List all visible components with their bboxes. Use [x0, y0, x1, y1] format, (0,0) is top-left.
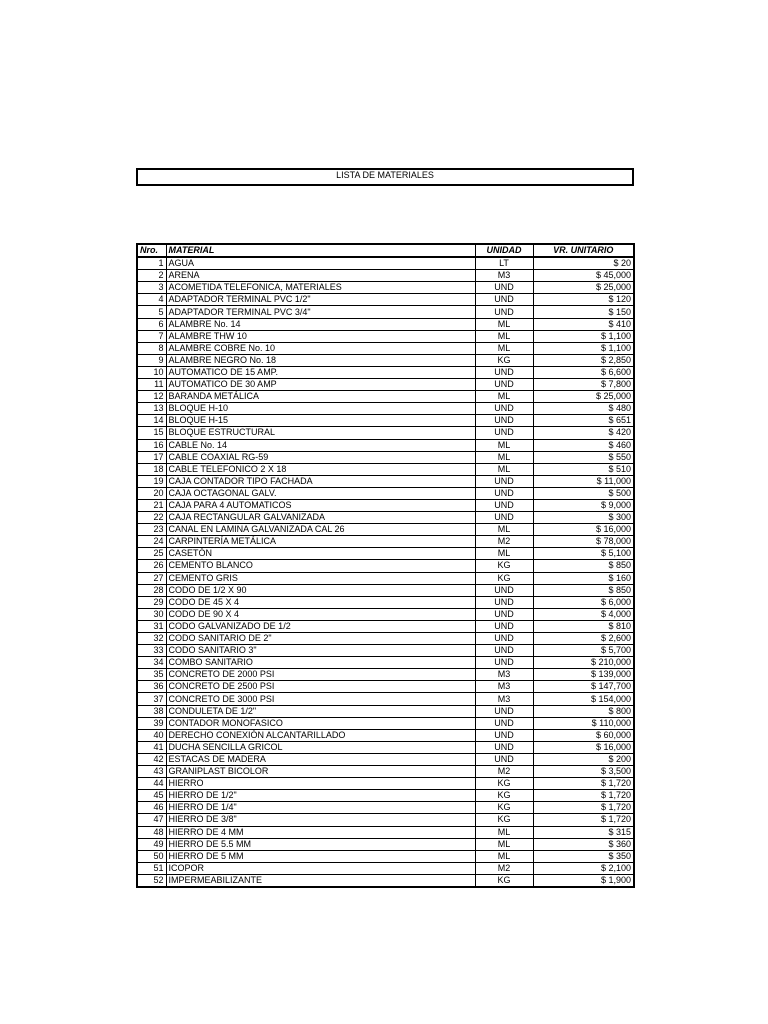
row-number: 12	[137, 391, 166, 403]
header-nro: Nro.	[137, 244, 166, 257]
row-number: 36	[137, 681, 166, 693]
document-title: LISTA DE MATERIALES	[136, 168, 634, 186]
table-row	[137, 379, 634, 391]
row-unit-price: $ 20	[533, 257, 634, 270]
row-material: BLOQUE H-15	[166, 415, 475, 427]
row-number: 11	[137, 379, 166, 391]
table-row	[137, 427, 634, 439]
table-row	[137, 318, 634, 330]
row-material: ALAMBRE NEGRO No. 18	[166, 354, 475, 366]
row-unit-price: $ 9,000	[533, 499, 634, 511]
row-material: ESTACAS DE MADERA	[166, 753, 475, 765]
row-number: 51	[137, 862, 166, 874]
row-unit-price: $ 1,720	[533, 790, 634, 802]
row-unit: UND	[475, 657, 533, 669]
row-unit-price: $ 120	[533, 294, 634, 306]
row-unit: UND	[475, 366, 533, 378]
row-unit: KG	[475, 778, 533, 790]
row-unit-price: $ 850	[533, 584, 634, 596]
row-number: 45	[137, 790, 166, 802]
row-unit: UND	[475, 620, 533, 632]
row-material: AUTOMATICO DE 15 AMP.	[166, 366, 475, 378]
row-unit-price: $ 350	[533, 850, 634, 862]
row-material: HIERRO DE 1/4"	[166, 802, 475, 814]
row-unit: M2	[475, 862, 533, 874]
table-row	[137, 584, 634, 596]
row-unit-price: $ 78,000	[533, 536, 634, 548]
row-unit: UND	[475, 645, 533, 657]
row-material: CODO DE 1/2 X 90	[166, 584, 475, 596]
row-unit: KG	[475, 802, 533, 814]
row-material: ALAMBRE THW 10	[166, 330, 475, 342]
row-unit-price: $ 1,720	[533, 802, 634, 814]
row-material: ALAMBRE No. 14	[166, 318, 475, 330]
table-row	[137, 342, 634, 354]
table-row	[137, 814, 634, 826]
row-material: IMPERMEABILIZANTE	[166, 874, 475, 887]
row-material: HIERRO DE 1/2"	[166, 790, 475, 802]
row-material: ADAPTADOR TERMINAL PVC 1/2"	[166, 294, 475, 306]
materials-table	[136, 243, 635, 888]
row-unit-price: $ 16,000	[533, 524, 634, 536]
row-material: HIERRO DE 3/8"	[166, 814, 475, 826]
table-row	[137, 560, 634, 572]
row-material: CANAL EN LAMINA GALVANIZADA CAL 26	[166, 524, 475, 536]
row-unit: UND	[475, 294, 533, 306]
row-number: 47	[137, 814, 166, 826]
row-number: 8	[137, 342, 166, 354]
row-unit: KG	[475, 560, 533, 572]
table-row	[137, 729, 634, 741]
row-unit: ML	[475, 524, 533, 536]
row-unit-price: $ 60,000	[533, 729, 634, 741]
row-unit-price: $ 4,000	[533, 608, 634, 620]
table-row	[137, 705, 634, 717]
row-unit: ML	[475, 850, 533, 862]
row-unit: ML	[475, 318, 533, 330]
row-material: BLOQUE ESTRUCTURAL	[166, 427, 475, 439]
row-unit-price: $ 25,000	[533, 391, 634, 403]
row-unit: ML	[475, 548, 533, 560]
row-number: 16	[137, 439, 166, 451]
table-row	[137, 294, 634, 306]
row-material: CONTADOR MONOFASICO	[166, 717, 475, 729]
table-row	[137, 681, 634, 693]
row-unit: ML	[475, 451, 533, 463]
table-body	[137, 257, 634, 887]
table-row	[137, 633, 634, 645]
row-material: CEMENTO GRIS	[166, 572, 475, 584]
row-unit-price: $ 480	[533, 403, 634, 415]
table-row	[137, 657, 634, 669]
row-number: 5	[137, 306, 166, 318]
row-unit-price: $ 2,600	[533, 633, 634, 645]
row-number: 48	[137, 826, 166, 838]
row-number: 1	[137, 257, 166, 270]
row-material: ACOMETIDA TELEFONICA, MATERIALES	[166, 282, 475, 294]
row-material: HIERRO DE 5.5 MM	[166, 838, 475, 850]
table-row	[137, 391, 634, 403]
row-material: CASETÓN	[166, 548, 475, 560]
row-unit: KG	[475, 874, 533, 887]
row-unit-price: $ 6,600	[533, 366, 634, 378]
header-material: MATERIAL	[166, 244, 475, 257]
row-unit-price: $ 200	[533, 753, 634, 765]
row-unit: M2	[475, 536, 533, 548]
row-number: 26	[137, 560, 166, 572]
row-number: 6	[137, 318, 166, 330]
row-unit-price: $ 150	[533, 306, 634, 318]
row-unit: UND	[475, 741, 533, 753]
table-row	[137, 753, 634, 765]
row-number: 2	[137, 270, 166, 282]
row-material: CABLE No. 14	[166, 439, 475, 451]
row-unit-price: $ 110,000	[533, 717, 634, 729]
row-unit: ML	[475, 330, 533, 342]
table-row	[137, 536, 634, 548]
row-unit: M3	[475, 270, 533, 282]
row-unit-price: $ 139,000	[533, 669, 634, 681]
row-number: 30	[137, 608, 166, 620]
row-unit: UND	[475, 475, 533, 487]
row-material: CARPINTERÍA METÁLICA	[166, 536, 475, 548]
row-number: 43	[137, 766, 166, 778]
row-number: 31	[137, 620, 166, 632]
row-unit: M3	[475, 681, 533, 693]
row-number: 18	[137, 463, 166, 475]
row-unit-price: $ 25,000	[533, 282, 634, 294]
row-number: 21	[137, 499, 166, 511]
row-material: ARENA	[166, 270, 475, 282]
row-unit: UND	[475, 596, 533, 608]
table-row	[137, 572, 634, 584]
row-material: CODO SANITARIO DE 2"	[166, 633, 475, 645]
row-number: 46	[137, 802, 166, 814]
row-unit: UND	[475, 379, 533, 391]
row-material: HIERRO DE 4 MM	[166, 826, 475, 838]
row-number: 52	[137, 874, 166, 887]
table-row	[137, 548, 634, 560]
row-number: 37	[137, 693, 166, 705]
row-material: ALAMBRE COBRE No. 10	[166, 342, 475, 354]
table-row	[137, 766, 634, 778]
table-row	[137, 620, 634, 632]
table-row	[137, 850, 634, 862]
row-number: 28	[137, 584, 166, 596]
row-number: 33	[137, 645, 166, 657]
table-header-row	[137, 244, 634, 257]
row-unit-price: $ 510	[533, 463, 634, 475]
row-material: AUTOMATICO DE 30 AMP	[166, 379, 475, 391]
row-number: 27	[137, 572, 166, 584]
row-unit: UND	[475, 633, 533, 645]
row-material: ADAPTADOR TERMINAL PVC 3/4"	[166, 306, 475, 318]
row-unit: KG	[475, 814, 533, 826]
table-row	[137, 415, 634, 427]
table-row	[137, 802, 634, 814]
row-material: ICOPOR	[166, 862, 475, 874]
row-material: BARANDA METÁLICA	[166, 391, 475, 403]
row-material: COMBO SANITARIO	[166, 657, 475, 669]
table-row	[137, 512, 634, 524]
row-number: 40	[137, 729, 166, 741]
row-number: 15	[137, 427, 166, 439]
row-unit-price: $ 11,000	[533, 475, 634, 487]
table-row	[137, 499, 634, 511]
table-row	[137, 306, 634, 318]
row-material: CODO DE 45 X 4	[166, 596, 475, 608]
row-number: 23	[137, 524, 166, 536]
row-unit: LT	[475, 257, 533, 270]
row-material: CONCRETO DE 2000 PSI	[166, 669, 475, 681]
table-row	[137, 862, 634, 874]
row-unit-price: $ 460	[533, 439, 634, 451]
row-unit-price: $ 360	[533, 838, 634, 850]
row-unit-price: $ 16,000	[533, 741, 634, 753]
row-unit: ML	[475, 342, 533, 354]
row-unit-price: $ 651	[533, 415, 634, 427]
row-unit-price: $ 420	[533, 427, 634, 439]
row-unit: M2	[475, 766, 533, 778]
row-unit-price: $ 2,100	[533, 862, 634, 874]
row-unit: KG	[475, 572, 533, 584]
row-material: DERECHO CONEXIÓN ALCANTARILLADO	[166, 729, 475, 741]
row-unit: ML	[475, 391, 533, 403]
row-number: 42	[137, 753, 166, 765]
row-number: 14	[137, 415, 166, 427]
row-unit-price: $ 550	[533, 451, 634, 463]
row-unit-price: $ 1,720	[533, 814, 634, 826]
row-number: 19	[137, 475, 166, 487]
row-unit: UND	[475, 717, 533, 729]
row-unit: M3	[475, 669, 533, 681]
row-unit: UND	[475, 584, 533, 596]
table-row	[137, 645, 634, 657]
table-row	[137, 596, 634, 608]
row-number: 7	[137, 330, 166, 342]
row-number: 34	[137, 657, 166, 669]
row-number: 20	[137, 487, 166, 499]
table-row	[137, 838, 634, 850]
row-unit-price: $ 850	[533, 560, 634, 572]
table-row	[137, 669, 634, 681]
row-number: 9	[137, 354, 166, 366]
table-row	[137, 826, 634, 838]
row-unit-price: $ 3,500	[533, 766, 634, 778]
row-material: CONCRETO DE 2500 PSI	[166, 681, 475, 693]
row-unit-price: $ 210,000	[533, 657, 634, 669]
table-row	[137, 451, 634, 463]
row-material: CODO GALVANIZADO DE 1/2	[166, 620, 475, 632]
row-material: HIERRO DE 5 MM	[166, 850, 475, 862]
row-material: BLOQUE H-10	[166, 403, 475, 415]
table-row	[137, 608, 634, 620]
table-row	[137, 403, 634, 415]
row-number: 25	[137, 548, 166, 560]
table-row	[137, 487, 634, 499]
table-row	[137, 717, 634, 729]
table-row	[137, 741, 634, 753]
row-unit: UND	[475, 705, 533, 717]
row-number: 50	[137, 850, 166, 862]
row-number: 32	[137, 633, 166, 645]
row-material: CABLE COAXIAL RG-59	[166, 451, 475, 463]
row-unit-price: $ 154,000	[533, 693, 634, 705]
row-unit-price: $ 1,100	[533, 330, 634, 342]
row-unit-price: $ 160	[533, 572, 634, 584]
row-material: DUCHA SENCILLA GRICOL	[166, 741, 475, 753]
row-unit-price: $ 810	[533, 620, 634, 632]
row-unit-price: $ 45,000	[533, 270, 634, 282]
row-unit: UND	[475, 282, 533, 294]
table-row	[137, 330, 634, 342]
table-row	[137, 778, 634, 790]
row-material: CAJA OCTAGONAL GALV.	[166, 487, 475, 499]
row-material: CONCRETO DE 3000 PSI	[166, 693, 475, 705]
row-unit: ML	[475, 838, 533, 850]
row-unit-price: $ 410	[533, 318, 634, 330]
table-row	[137, 257, 634, 270]
row-number: 49	[137, 838, 166, 850]
row-unit: UND	[475, 753, 533, 765]
row-unit: UND	[475, 487, 533, 499]
row-unit: ML	[475, 826, 533, 838]
row-unit-price: $ 300	[533, 512, 634, 524]
table-row	[137, 790, 634, 802]
row-number: 22	[137, 512, 166, 524]
row-unit: UND	[475, 512, 533, 524]
row-material: CODO SANITARIO 3"	[166, 645, 475, 657]
row-number: 4	[137, 294, 166, 306]
row-number: 24	[137, 536, 166, 548]
row-number: 17	[137, 451, 166, 463]
row-unit-price: $ 315	[533, 826, 634, 838]
row-unit-price: $ 6,000	[533, 596, 634, 608]
table-row	[137, 270, 634, 282]
row-unit-price: $ 800	[533, 705, 634, 717]
row-material: CEMENTO BLANCO	[166, 560, 475, 572]
row-unit: ML	[475, 463, 533, 475]
row-unit: M3	[475, 693, 533, 705]
row-number: 39	[137, 717, 166, 729]
table-row	[137, 874, 634, 887]
row-unit-price: $ 500	[533, 487, 634, 499]
row-unit-price: $ 1,720	[533, 778, 634, 790]
row-unit-price: $ 7,800	[533, 379, 634, 391]
row-material: CAJA CONTADOR TIPO FACHADA	[166, 475, 475, 487]
row-unit: UND	[475, 427, 533, 439]
table-row	[137, 475, 634, 487]
row-material: CABLE TELEFONICO 2 X 18	[166, 463, 475, 475]
table-row	[137, 366, 634, 378]
row-number: 44	[137, 778, 166, 790]
row-material: CONDULETA DE 1/2"	[166, 705, 475, 717]
row-number: 38	[137, 705, 166, 717]
row-unit-price: $ 1,100	[533, 342, 634, 354]
row-unit: UND	[475, 403, 533, 415]
row-unit-price: $ 147,700	[533, 681, 634, 693]
header-valor: VR. UNITARIO	[533, 244, 634, 257]
row-unit: UND	[475, 499, 533, 511]
row-unit: UND	[475, 415, 533, 427]
table-row	[137, 693, 634, 705]
row-unit-price: $ 5,700	[533, 645, 634, 657]
table-row	[137, 354, 634, 366]
row-number: 10	[137, 366, 166, 378]
row-unit: ML	[475, 439, 533, 451]
row-unit: UND	[475, 729, 533, 741]
row-unit: UND	[475, 306, 533, 318]
row-material: CODO DE 90 X 4	[166, 608, 475, 620]
row-material: HIERRO	[166, 778, 475, 790]
row-unit: KG	[475, 354, 533, 366]
header-unidad: UNIDAD	[475, 244, 533, 257]
row-number: 13	[137, 403, 166, 415]
row-unit-price: $ 5,100	[533, 548, 634, 560]
row-unit-price: $ 1,900	[533, 874, 634, 887]
row-material: AGUA	[166, 257, 475, 270]
row-number: 3	[137, 282, 166, 294]
row-unit: KG	[475, 790, 533, 802]
row-unit-price: $ 2,850	[533, 354, 634, 366]
row-material: GRANIPLAST BICOLOR	[166, 766, 475, 778]
row-number: 35	[137, 669, 166, 681]
row-material: CAJA RECTANGULAR GALVANIZADA	[166, 512, 475, 524]
row-material: CAJA PARA 4 AUTOMATICOS	[166, 499, 475, 511]
row-number: 41	[137, 741, 166, 753]
table-row	[137, 282, 634, 294]
table-row	[137, 463, 634, 475]
table-row	[137, 524, 634, 536]
table-row	[137, 439, 634, 451]
row-unit: UND	[475, 608, 533, 620]
row-number: 29	[137, 596, 166, 608]
